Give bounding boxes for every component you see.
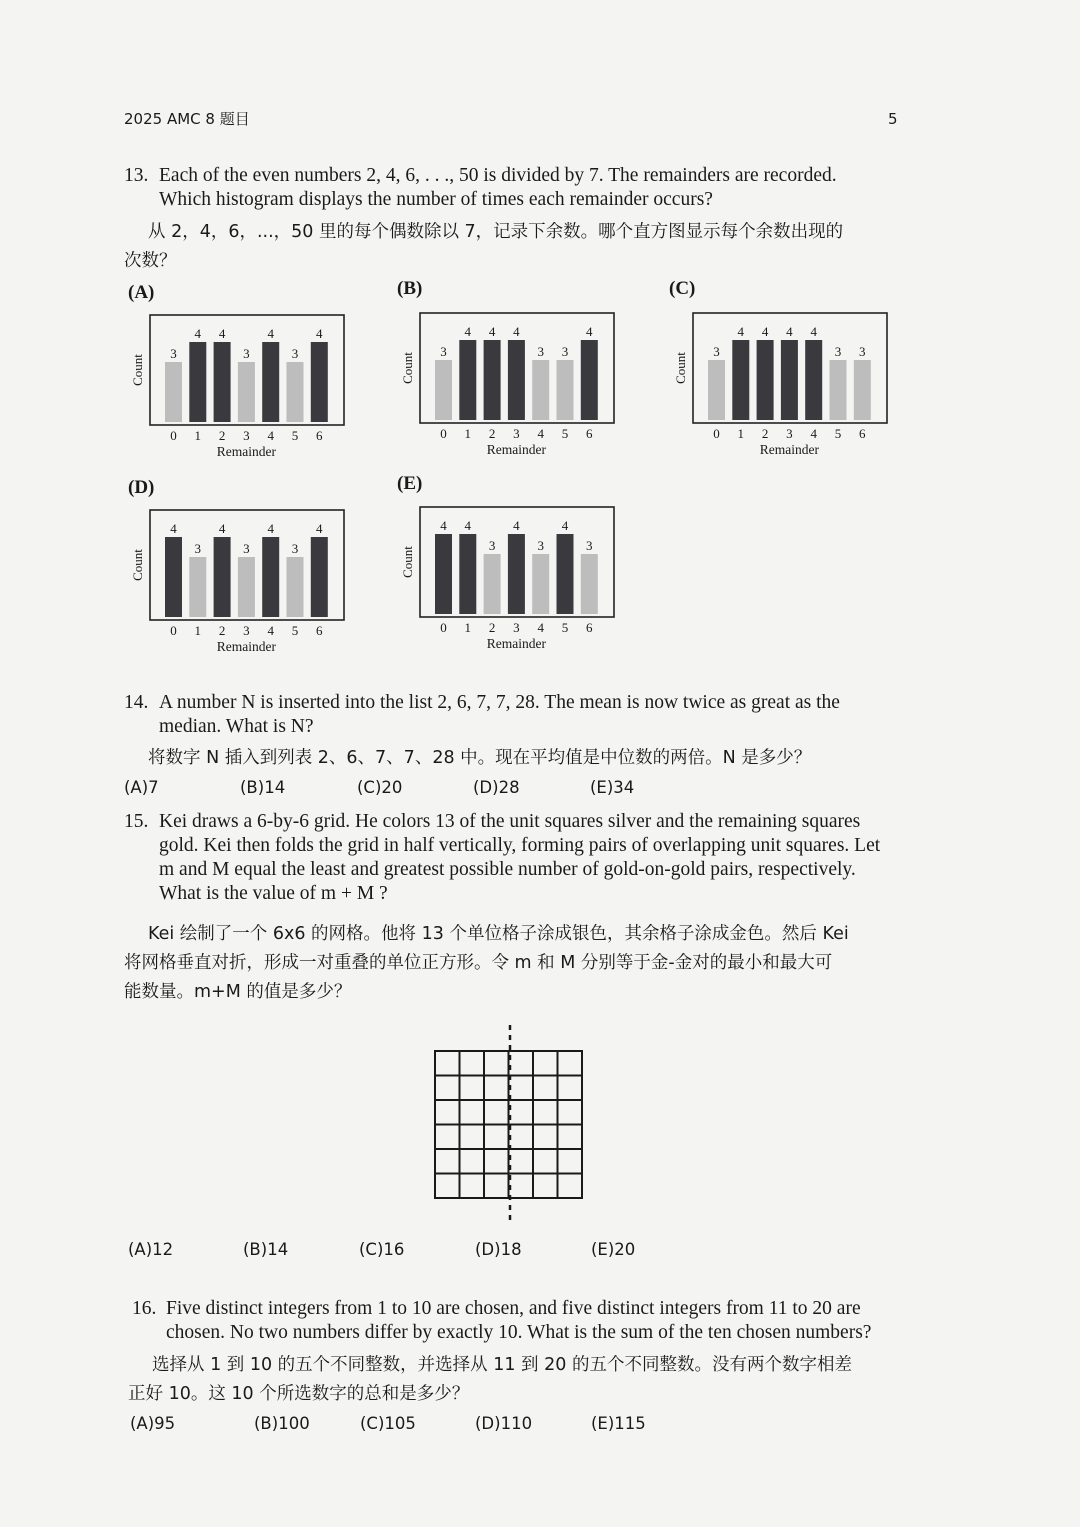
bar-data-label: 3 — [537, 538, 544, 553]
histogram-b — [400, 310, 615, 475]
q15-zh-line: Kei 绘制了一个 6x6 的网格。他将 13 个单位格子涂成银色，其余格子涂成金色。然后 Kei — [148, 924, 849, 944]
bar-data-label: 4 — [786, 324, 793, 339]
grid-cell — [435, 1076, 460, 1101]
grid-cell — [509, 1051, 534, 1076]
histogram-svg — [673, 310, 888, 470]
bar-data-label: 4 — [464, 324, 472, 339]
bar — [435, 534, 452, 614]
bar-data-label: 4 — [316, 521, 323, 536]
grid-cell — [558, 1149, 583, 1174]
bar-data-label: 3 — [243, 346, 250, 361]
x-tick-label: 2 — [488, 426, 496, 441]
q14-text — [159, 691, 904, 739]
bar — [757, 340, 774, 420]
q14-chinese: 将数字 N 插入到列表 2、6、7、7、28 中。现在平均值是中位数的两倍。N 是多少？ — [148, 748, 812, 768]
x-tick-label: 1 — [194, 428, 202, 443]
x-tick-label: 3 — [786, 426, 793, 441]
q15-zh-line: 能数量。m+M 的值是多少？ — [124, 982, 352, 1002]
x-tick-label: 6 — [316, 623, 323, 638]
bar — [238, 362, 255, 422]
x-tick-label: 3 — [513, 620, 520, 635]
q15-choice-b: (B)14 — [243, 1240, 289, 1259]
bar-data-label: 3 — [170, 346, 177, 361]
x-tick-label: 0 — [170, 428, 177, 443]
q13-text — [159, 164, 904, 212]
histogram-a — [130, 312, 345, 477]
grid-cell — [484, 1125, 509, 1150]
bar — [732, 340, 749, 420]
q15-choice-d: (D)18 — [475, 1240, 522, 1259]
x-tick-label: 6 — [586, 426, 593, 441]
q15-line: m and M equal the least and greatest possible number of gold-on-gold pairs, respectively. — [159, 859, 856, 880]
grid-cell — [509, 1174, 534, 1199]
grid-cell — [558, 1051, 583, 1076]
option-d-label: (D) — [128, 477, 155, 498]
x-tick-label: 6 — [586, 620, 593, 635]
histogram-e — [400, 504, 615, 669]
q14-number: 14. — [124, 692, 149, 713]
bar-data-label: 4 — [267, 521, 274, 536]
bar — [708, 360, 725, 420]
q15-number: 15. — [124, 811, 149, 832]
bar-data-label: 4 — [316, 326, 323, 341]
bar-data-label: 4 — [561, 518, 569, 533]
bar — [581, 554, 598, 614]
q15-zh-line: 将网格垂直对折，形成一对重叠的单位正方形。令 m 和 M 分别等于金-金对的最小和最大可 — [124, 953, 833, 973]
grid-cell — [533, 1051, 558, 1076]
grid-cell — [509, 1076, 534, 1101]
bar-data-label: 4 — [194, 326, 202, 341]
q15-line: gold. Kei then folds the grid in half vertically, forming pairs of overlapping unit squares. Let — [159, 835, 881, 856]
histogram-d — [130, 507, 345, 672]
grid-cell — [460, 1100, 485, 1125]
x-tick-label: 4 — [810, 426, 817, 441]
bar — [214, 342, 231, 422]
bar — [532, 360, 549, 420]
bar-data-label: 4 — [737, 324, 745, 339]
q15-line: Kei draws a 6-by-6 grid. He colors 13 of the unit squares silver and the remaining squares — [159, 811, 861, 832]
bar — [532, 554, 549, 614]
grid-cell — [484, 1149, 509, 1174]
bar-data-label: 4 — [464, 518, 472, 533]
q16-english — [132, 1297, 902, 1347]
bar — [484, 340, 501, 420]
grid-cell — [435, 1174, 460, 1199]
x-axis-label: Remainder — [216, 639, 277, 654]
x-tick-label: 1 — [737, 426, 745, 441]
x-tick-label: 5 — [561, 426, 569, 441]
bar-data-label: 4 — [586, 324, 593, 339]
q15-english — [124, 810, 904, 910]
q14-choice-a: (A)7 — [124, 778, 159, 797]
grid-cell — [435, 1149, 460, 1174]
option-a-label: (A) — [128, 282, 155, 303]
grid-cell — [509, 1149, 534, 1174]
bar — [459, 340, 476, 420]
x-tick-label: 3 — [243, 428, 250, 443]
grid-cell — [558, 1125, 583, 1150]
x-tick-label: 4 — [267, 428, 274, 443]
bar-data-label: 4 — [218, 326, 226, 341]
bar-data-label: 3 — [488, 538, 496, 553]
q13-zh-line: 从 2，4，6，...，50 里的每个偶数除以 7，记录下余数。哪个直方图显示每个余数出现的 — [148, 222, 844, 242]
bar — [189, 557, 206, 617]
y-axis-label: Count — [130, 354, 145, 386]
x-tick-label: 6 — [316, 428, 323, 443]
q16-choices — [130, 1414, 730, 1438]
q16-choice-c: (C)105 — [360, 1414, 416, 1433]
q15-choice-c: (C)16 — [359, 1240, 405, 1259]
q16-chinese — [128, 1351, 908, 1409]
q16-number: 16. — [132, 1298, 157, 1319]
bar — [854, 360, 871, 420]
bar — [557, 360, 574, 420]
grid-cell — [460, 1125, 485, 1150]
grid-cell — [435, 1051, 460, 1076]
grid-cell — [435, 1100, 460, 1125]
x-tick-label: 0 — [440, 426, 447, 441]
bar — [262, 537, 279, 617]
bar-data-label: 3 — [713, 344, 720, 359]
q13-line: Each of the even numbers 2, 4, 6, . . ., 50 is divided by 7. The remainders are recorded. — [159, 165, 837, 186]
q16-choice-b: (B)100 — [254, 1414, 310, 1433]
histogram-svg — [130, 507, 345, 667]
q16-choice-d: (D)110 — [475, 1414, 533, 1433]
x-tick-label: 2 — [761, 426, 769, 441]
q13-number: 13. — [124, 165, 149, 186]
grid-cell — [484, 1174, 509, 1199]
q14-line: median. What is N? — [159, 716, 314, 737]
bar — [165, 362, 182, 422]
bar — [805, 340, 822, 420]
grid-6x6 — [435, 1051, 582, 1198]
bar-data-label: 3 — [537, 344, 544, 359]
bar-data-label: 4 — [218, 521, 226, 536]
x-tick-label: 5 — [834, 426, 842, 441]
q13-line: Which histogram displays the number of times each remainder occurs? — [159, 189, 713, 210]
x-tick-label: 6 — [859, 426, 866, 441]
q15-line: What is the value of m + M ? — [159, 883, 388, 904]
x-tick-label: 5 — [561, 620, 569, 635]
q15-choice-e: (E)20 — [591, 1240, 636, 1259]
q14-choices — [124, 778, 724, 802]
y-axis-label: Count — [130, 549, 145, 581]
bar — [189, 342, 206, 422]
grid-cell — [460, 1174, 485, 1199]
histogram-svg — [130, 312, 345, 472]
histogram-c — [673, 310, 888, 475]
fold-grid-figure — [425, 1025, 595, 1225]
bar — [214, 537, 231, 617]
x-axis-label: Remainder — [486, 636, 547, 651]
q15-choice-a: (A)12 — [128, 1240, 174, 1259]
histogram-svg — [400, 504, 615, 664]
x-tick-label: 2 — [488, 620, 496, 635]
q14-english — [124, 691, 904, 741]
grid-cell — [533, 1100, 558, 1125]
grid-cell — [484, 1100, 509, 1125]
bar — [435, 360, 452, 420]
bar-data-label: 4 — [267, 326, 274, 341]
bar — [581, 340, 598, 420]
histogram-svg — [400, 310, 615, 470]
q16-line: chosen. No two numbers differ by exactly 10. What is the sum of the ten chosen numbers? — [166, 1322, 872, 1343]
bar — [459, 534, 476, 614]
q14-choice-e: (E)34 — [590, 778, 635, 797]
bar-data-label: 4 — [810, 324, 817, 339]
bar-data-label: 4 — [440, 518, 447, 533]
grid-cell — [533, 1174, 558, 1199]
q16-text — [166, 1297, 902, 1345]
bar — [287, 362, 304, 422]
grid-cell — [460, 1149, 485, 1174]
grid-cell — [460, 1076, 485, 1101]
x-tick-label: 3 — [513, 426, 520, 441]
bar-data-label: 3 — [194, 541, 202, 556]
y-axis-label: Count — [400, 546, 415, 578]
bar — [311, 342, 328, 422]
grid-cell — [460, 1051, 485, 1076]
bar — [262, 342, 279, 422]
page-header-title: 2025 AMC 8 题目 — [124, 110, 250, 128]
x-tick-label: 4 — [537, 620, 544, 635]
x-tick-label: 4 — [267, 623, 274, 638]
x-tick-label: 5 — [291, 623, 299, 638]
q14-line: A number N is inserted into the list 2, 6, 7, 7, 28. The mean is now twice as great as the — [159, 692, 840, 713]
x-tick-label: 3 — [243, 623, 250, 638]
x-tick-label: 1 — [194, 623, 202, 638]
bar-data-label: 4 — [761, 324, 769, 339]
x-axis-label: Remainder — [486, 442, 547, 457]
bar-data-label: 4 — [513, 518, 520, 533]
grid-cell — [558, 1100, 583, 1125]
bar — [238, 557, 255, 617]
q14-choice-d: (D)28 — [473, 778, 520, 797]
x-tick-label: 2 — [218, 428, 226, 443]
x-tick-label: 2 — [218, 623, 226, 638]
q16-choice-a: (A)95 — [130, 1414, 176, 1433]
bar-data-label: 3 — [586, 538, 593, 553]
q16-zh-line: 正好 10。这 10 个所选数字的总和是多少？ — [128, 1384, 470, 1404]
q15-choices — [128, 1240, 728, 1264]
x-tick-label: 1 — [464, 620, 472, 635]
option-e-label: (E) — [397, 473, 423, 494]
grid-cell — [484, 1051, 509, 1076]
grid-cell — [533, 1076, 558, 1101]
grid-cell — [509, 1100, 534, 1125]
x-axis-label: Remainder — [759, 442, 820, 457]
q14-choice-b: (B)14 — [240, 778, 286, 797]
q16-choice-e: (E)115 — [591, 1414, 646, 1433]
bar — [830, 360, 847, 420]
bar-data-label: 3 — [859, 344, 866, 359]
bar — [508, 340, 525, 420]
grid-cell — [484, 1076, 509, 1101]
bar — [311, 537, 328, 617]
bar-data-label: 3 — [440, 344, 447, 359]
q15-chinese — [124, 920, 904, 1007]
x-tick-label: 4 — [537, 426, 544, 441]
x-tick-label: 0 — [440, 620, 447, 635]
x-tick-label: 0 — [713, 426, 720, 441]
option-b-label: (B) — [397, 278, 423, 299]
bar — [287, 557, 304, 617]
x-tick-label: 0 — [170, 623, 177, 638]
bar-data-label: 3 — [834, 344, 842, 359]
bar-data-label: 4 — [513, 324, 520, 339]
grid-cell — [533, 1125, 558, 1150]
bar-data-label: 4 — [488, 324, 496, 339]
bar — [508, 534, 525, 614]
x-tick-label: 5 — [291, 428, 299, 443]
option-c-label: (C) — [669, 278, 696, 299]
bar-data-label: 3 — [291, 541, 299, 556]
bar — [557, 534, 574, 614]
bar — [484, 554, 501, 614]
grid-cell — [509, 1125, 534, 1150]
q16-line: Five distinct integers from 1 to 10 are chosen, and five distinct integers from 11 to 20 are — [166, 1298, 861, 1319]
q14-choice-c: (C)20 — [357, 778, 403, 797]
x-axis-label: Remainder — [216, 444, 277, 459]
grid-cell — [435, 1125, 460, 1150]
bar-data-label: 4 — [170, 521, 177, 536]
q13-chinese — [124, 218, 904, 276]
grid-cell — [558, 1174, 583, 1199]
x-tick-label: 1 — [464, 426, 472, 441]
grid-cell — [558, 1076, 583, 1101]
q16-zh-line: 选择从 1 到 10 的五个不同整数，并选择从 11 到 20 的五个不同整数。没有两个数字相差 — [152, 1355, 852, 1375]
bar-data-label: 3 — [561, 344, 569, 359]
bar-data-label: 3 — [291, 346, 299, 361]
grid-cell — [533, 1149, 558, 1174]
bar — [165, 537, 182, 617]
bar-data-label: 3 — [243, 541, 250, 556]
y-axis-label: Count — [400, 352, 415, 384]
y-axis-label: Count — [673, 352, 688, 384]
q15-text — [159, 810, 904, 906]
bar — [781, 340, 798, 420]
q13-zh-line: 次数？ — [124, 251, 177, 271]
page-number: 5 — [888, 110, 898, 128]
q13-english — [124, 164, 904, 214]
